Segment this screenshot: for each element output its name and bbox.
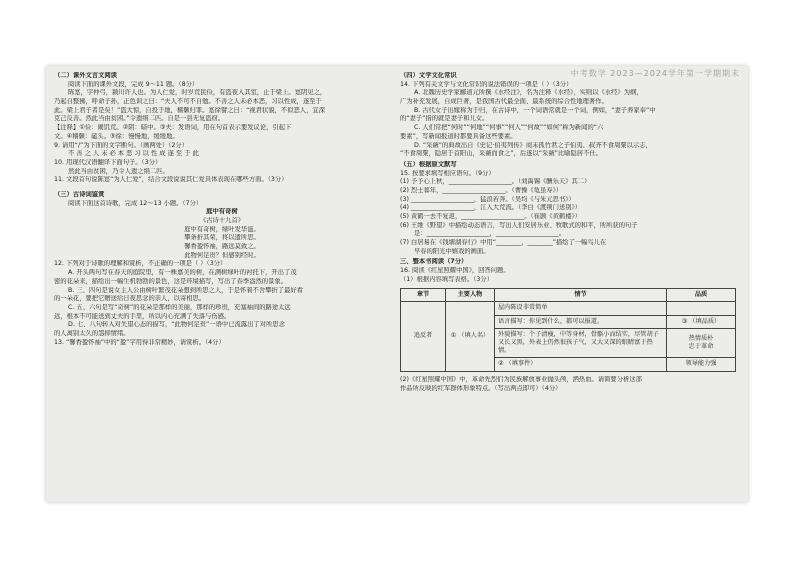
right-column: [400, 70, 742, 393]
fill-line: (2) 烈士暮年，____________________。（曹操《龟虽寿》）: [400, 186, 563, 194]
table-row: [401, 302, 736, 316]
text-line: 的一朵花，要把它赠送给日夜思念的亲人，以寄相思。: [54, 295, 206, 303]
text-line: 阅读下面的课外文段，完成 9～11 题。（8分）: [68, 80, 199, 88]
fill-line: (6) 王维《野望》中描绘动态语言，写出人们安居乐业、牧歌式的和平，所所获的句子: [400, 221, 638, 229]
text-line: 不 善 之 人 未 必 本 恶 习 以 性 成 遂 至 于 此: [68, 150, 199, 158]
fill-line: (7) 白居易在《钱塘湖春行》中用“________，________”描绘了一幅鸟儿在: [400, 239, 607, 247]
section-heading: （五）根据原文默写: [400, 160, 457, 168]
poem-title: 庭中有奇树: [206, 208, 238, 216]
quality-cell: 热情质朴 忠于革命: [667, 329, 736, 358]
question-line: 13. “馨香盈怀袖”中的“盈”字用得非常精妙，请赏析。（4分）: [54, 338, 225, 346]
left-column: [54, 70, 390, 347]
text-line: 远，根本不可能送到丈夫的手里，所以内心充满了失落与伤感。: [54, 312, 231, 320]
text-line: 然此当由贫困，乃令人遗之绢二匹。: [68, 167, 169, 175]
text-line: 密的花朵来，描绘出一幅生机勃勃的景色，这是环境描写，写出了春季盎然的景象。: [54, 277, 287, 285]
reading-table: [400, 288, 736, 372]
watermark-text: 中考数学 2023—2024学年第一学期期末: [570, 69, 740, 78]
plot-cell: 外貌描写：个子清瘦，中等身材，骨骼小而结实，尽管胡子又长又黑，外表上仍然很孩子气，又大又深的眼睛富于热情。: [495, 329, 667, 358]
plot-cell: 语言描写：你见到什么，都可以报道。: [495, 315, 667, 329]
quality-cell: [667, 302, 736, 316]
text-line: 文。④稽颡：磕头。⑤徐：慢慢地，缓缓地。: [54, 132, 179, 140]
fill-line: (1) 予予心上秋，____________________。（刘禹锡《酬乐天》其二）: [400, 178, 591, 186]
plot-cell: 屋内陈设非常简单: [495, 302, 667, 316]
question-line: 12. 下列对于诗歌的理解和赏析，不正确的一项是（ ）（3分）: [54, 260, 227, 268]
question-line: 作品所反映的红军群体形象特点。（写出两点即可）（4分）: [400, 384, 562, 392]
table-header: 情节: [495, 288, 667, 302]
table-header: 主要人物: [446, 288, 495, 302]
exam-page: [46, 66, 748, 502]
text-line: 陈寔，字仲弓，颍川许人也。为人仁爱，时岁荒民俭，有盗夜入其室，止于梁上。寔阴见之，: [68, 89, 327, 97]
table-header: 章节: [401, 288, 446, 302]
text-line: 要素”，写新闻报道时都要具备这些要素。: [400, 132, 517, 140]
text-line: 早春的阳光中嬉戏的画面。: [414, 247, 490, 255]
quality-cell: 领导能力强: [667, 358, 736, 372]
option-line: B. 三、四句是说女主人公由树叶繁茂花朵想到所思之人，于是怀着不舍攀折了最好看: [68, 286, 304, 294]
question-line: 9. 请用“/”为下面的文字断句。（画两处）（2分）: [54, 141, 189, 149]
text-line: 此。梁上君子者是矣！”盗大惊，自投于地，稽颡归罪。寔徐譬之曰：“视君状貌，不似恶人，宜深: [54, 106, 325, 114]
quality-cell[interactable]: ③ （填品质）: [667, 315, 736, 329]
text-line: 【注释】①俭：闹饥荒。②阴：暗中。③夫：发语词，用在句首表示要发议论，引起下: [54, 124, 292, 132]
text-line: 克己反善。然此当由贫困。”令遗绢二匹。自是一县无复盗窃。: [54, 115, 225, 123]
person-cell[interactable]: ① （填人名）: [446, 302, 495, 372]
table-header-row: [401, 288, 736, 302]
text-line: 的人离别太久的怨抑情绪。: [54, 329, 130, 337]
fill-line: 是：____________________，____________________。: [414, 230, 566, 238]
option-line: B. 古代女子出嫁称为于归，在古诗中，一个词语常就是一个词，例如，“妻子养家奉”中: [414, 106, 656, 114]
chapter-cell: 追反者: [401, 302, 446, 372]
fill-line: (5) 黄鹤一去不复返，____________________。（崔颢《黄鹤楼》）: [400, 213, 581, 220]
table-header: 品质: [667, 288, 736, 302]
poem-line: 馨香盈怀袖，路远莫致之。: [184, 243, 260, 251]
text-line: “不食周粟，隐居于首阳山，采薇而食之”，后遂以“采薇”比喻隐居不仕。: [400, 150, 602, 158]
section-heading: （三）古诗词鉴赏: [54, 190, 105, 198]
section-heading: （四）文学文化常识: [400, 72, 457, 79]
plot-cell[interactable]: ② （填事件）: [495, 358, 667, 372]
question-line: （1）根据内容填写表格。（3分）: [400, 275, 494, 283]
question-line: (2)《红星照耀中国》中，革命先烈们为民族解放事业抛头颅，洒热血。请简要分析这部: [400, 375, 642, 383]
text-line: 广为补充发展，自成巨著，是我国古代最全面、最系统的综合性地理著作。: [400, 98, 608, 106]
text-line: 阅读下面这首诗歌，完成 12～13 小题。（7分）: [68, 199, 203, 207]
section-heading: 三、整本书阅读（7分）: [400, 258, 468, 266]
question-line: 10. 用现代汉语翻译下面句子。（3分）: [54, 158, 162, 166]
question-line: 16. 阅读《红星照耀中国》，回答问题。: [400, 267, 510, 275]
fill-line: (3) ____________________，猛浪若奔。（吴均《与朱元思书》）: [400, 195, 575, 203]
option-line: A. 北魏历史学家郦道元所撰《水经注》，名为注释《水经》，实则以《水经》为纲，: [414, 89, 643, 97]
poem-line: 攀条折其荣，将以遗所思。: [184, 234, 260, 242]
option-line: C. 五、六句是写“奇树”的花朵是那样的美丽，那样的珍贵，充塞袖间的路途太远: [68, 303, 291, 311]
option-line: D. “采薇”的典故出自《史记·伯夷列传》商末孤竹君之子伯夷、叔齐不食周粟以示志，: [414, 141, 652, 149]
poem-line: 此物何足贵？但感别经时。: [184, 251, 260, 259]
question-line: 11. 文段首句说陈寔“为人仁爱”，结合文段说说其仁爱具体表现在哪些方面。（3分）: [54, 176, 288, 184]
text-line: 乃起自整拂，呼命子孙，正色训之曰：“夫人不可不自勉。不善之人未必本恶，习以性成，遂至于: [54, 98, 322, 106]
question-line: 15. 按要求填写相应语句。（9分）: [400, 169, 495, 177]
option-line: D. 七、八句转入对失望心态的描写，“此物何足贵”一语中已流露出了对所思念: [68, 321, 285, 329]
fill-line: (4) ____________________，江入大荒流。（李白《渡荆门送别》）: [400, 204, 581, 212]
option-line: C. 人们常把“何时”“何地”“何事”“何人”“何故”“如何”称为新闻的“六: [414, 124, 604, 132]
text-line: 的“妻子”指的就是妻子和儿女。: [400, 115, 489, 123]
section-heading: （二）课外文言文阅读: [54, 72, 117, 79]
poem-line: 庭中有奇树，绿叶发华滋。: [184, 225, 260, 233]
question-line: 14. 下列有关文学与文化常识的说法错误的一项是（ ）（3分）: [400, 80, 573, 88]
option-line: A. 开头两句写在春天的庭院里，有一株嘉美的树，在满树绿叶的衬托下，开出了茂: [68, 269, 297, 277]
poem-source: 《古诗十九首》: [199, 217, 245, 224]
